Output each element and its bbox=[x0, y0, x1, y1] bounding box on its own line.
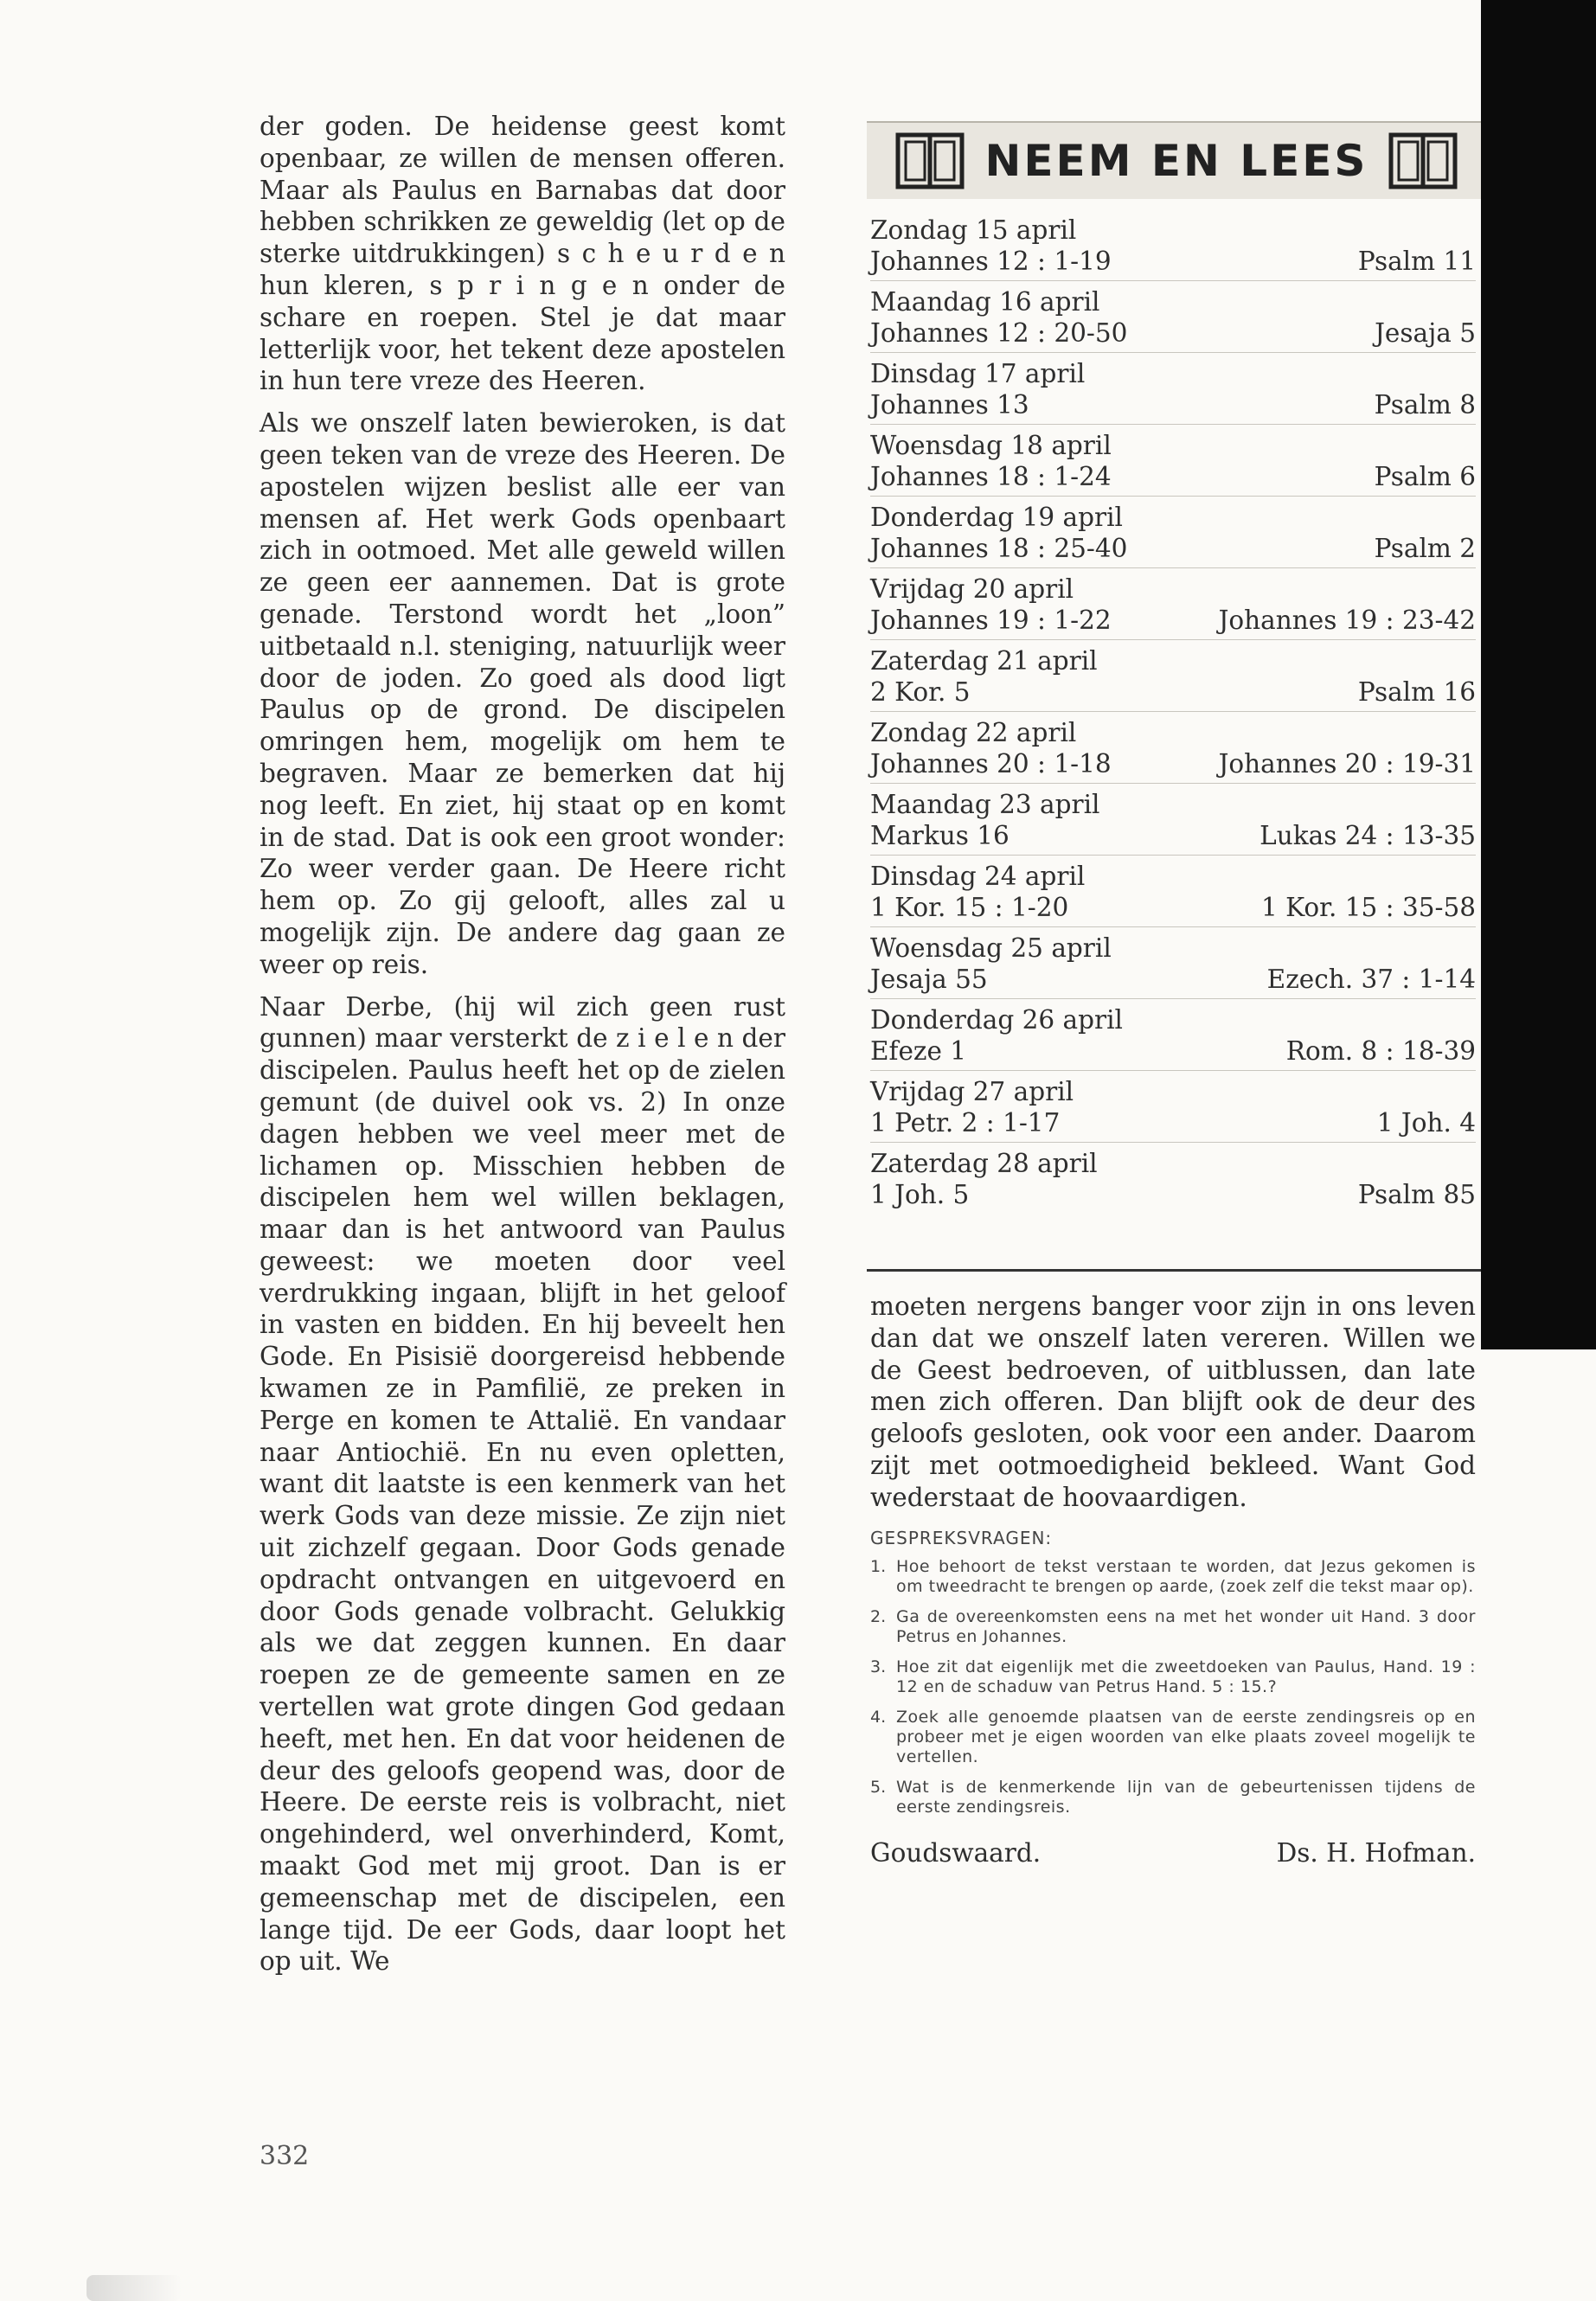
reading-item bbox=[870, 209, 1476, 280]
question-number: 2. bbox=[870, 1606, 887, 1626]
reading-item bbox=[870, 998, 1476, 1070]
reading-secondary: Psalm 6 bbox=[1374, 462, 1476, 491]
reading-primary: 2 Kor. 5 bbox=[870, 677, 971, 707]
signature bbox=[870, 1838, 1476, 1868]
discussion-questions bbox=[870, 1528, 1476, 1817]
reading-primary: Johannes 12 : 20-50 bbox=[870, 318, 1128, 348]
reading-item bbox=[870, 567, 1476, 639]
left-paragraph-1: der goden. De heidense geest komt openbaar, ze willen de mensen offeren. Maar als Paulus en Barnabas dat door hebben schrikken ze geweldig (let op de sterke uitdrukkingen) s c h e u r d e n hun kleren, s p r i n g e n onder de schare en roepen. Stel je dat maar letterlijk voor, het tekent deze apostelen in hun tere vreze des Heeren. bbox=[260, 112, 785, 396]
reading-schedule bbox=[870, 209, 1476, 1214]
signature-place: Goudswaard. bbox=[870, 1837, 1042, 1868]
reading-primary: 1 Kor. 15 : 1-20 bbox=[870, 893, 1069, 922]
reading-primary: Johannes 18 : 25-40 bbox=[870, 534, 1128, 563]
reading-date: Donderdag 26 april bbox=[870, 1005, 1123, 1035]
reading-date: Vrijdag 20 april bbox=[870, 574, 1074, 604]
reading-primary: Johannes 19 : 1-22 bbox=[870, 606, 1112, 635]
reading-primary: Jesaja 55 bbox=[870, 965, 988, 994]
left-paragraph-3: Naar Derbe, (hij wil zich geen rust gunnen) maar versterkt de z i e l e n der discipelen. Paulus heeft het op de zielen gemunt (de duivel ook vs. 2) In onze dagen hebben we veel meer met de lichamen op. Misschien hebben de discipelen hem wel willen beklagen, maar dan is het antwoord van Paulus geweest: we moeten door veel verdrukking ingaan, blijft in het geloof in vasten en bidden. En hij beveelt hen Gode. En Pisisië doorgereisd hebbende kwamen ze in Pamfilië, ze preken in Perge en komen te Attalië. En vandaar naar Antiochië. En nu even opletten, want dit laatste is een kenmerk van het werk Gods van deze missie. Ze zijn niet uit zichzelf gegaan. Door Gods genade opdracht ontvangen en uitgevoerd en door Gods genade volbracht. Gelukkig als we dat zeggen kunnen. En daar roepen ze de gemeente samen en ze vertellen wat grote dingen God gedaan heeft, met hen. En dat voor heidenen de deur des geloofs geopend was, door de Heere. De eerste reis is volbracht, niet ongehinderd, wel onverhinderd, Komt, maakt God met mij groot. Dan is er gemeenschap met de discipelen, een lange tijd. De eer Gods, daar loopt het op uit. We bbox=[260, 991, 785, 1977]
reading-date: Donderdag 19 april bbox=[870, 503, 1123, 532]
reading-item bbox=[870, 639, 1476, 711]
reading-item bbox=[870, 280, 1476, 352]
continued-text: moeten nergens banger voor zijn in ons leven dan dat we onszelf laten vereren. Willen we de Geest bedroeven, of uitblussen, dan late men zich offeren. Dan blijft ook de deur des geloofs gesloten, ook voor een ander. Daarom zijt met ootmoedigheid bekleed. Want God wederstaat de hoovaardigen. bbox=[870, 1292, 1476, 1512]
question-item bbox=[870, 1557, 1476, 1597]
reading-item bbox=[870, 1142, 1476, 1214]
open-book-icon bbox=[895, 130, 965, 192]
reading-secondary: Johannes 19 : 23-42 bbox=[1218, 606, 1476, 635]
question-item bbox=[870, 1778, 1476, 1817]
page-number: 332 bbox=[260, 2141, 310, 2171]
right-column bbox=[870, 121, 1476, 1868]
left-column bbox=[260, 111, 785, 1988]
neem-en-lees-banner bbox=[867, 121, 1486, 199]
reading-date: Maandag 23 april bbox=[870, 790, 1100, 819]
question-text: Hoe zit dat eigenlijk met die zweetdoeken van Paulus, Hand. 19 : 12 en de schaduw van Petrus Hand. 5 : 15.? bbox=[896, 1657, 1476, 1696]
reading-item bbox=[870, 1070, 1476, 1142]
questions-title: GESPREKSVRAGEN: bbox=[870, 1527, 1053, 1548]
question-number: 1. bbox=[870, 1556, 887, 1576]
reading-secondary: Jesaja 5 bbox=[1375, 318, 1476, 348]
reading-primary: Johannes 20 : 1-18 bbox=[870, 749, 1112, 779]
reading-secondary: Psalm 11 bbox=[1357, 247, 1476, 276]
question-item bbox=[870, 1708, 1476, 1767]
reading-date: Zondag 15 april bbox=[870, 215, 1077, 245]
reading-item bbox=[870, 783, 1476, 855]
reading-date: Woensdag 18 april bbox=[870, 431, 1112, 460]
reading-primary: Efeze 1 bbox=[870, 1036, 967, 1066]
question-item bbox=[870, 1607, 1476, 1647]
question-number: 4. bbox=[870, 1707, 887, 1727]
reading-primary: Markus 16 bbox=[870, 821, 1010, 850]
question-text: Hoe behoort de tekst verstaan te worden, dat Jezus gekomen is om tweedracht te brengen op aarde, (zoek zelf die tekst maar op). bbox=[896, 1556, 1476, 1596]
question-text: Wat is de kenmerkende lijn van de gebeurtenissen tijdens de eerste zendingsreis. bbox=[896, 1777, 1476, 1817]
question-text: Zoek alle genoemde plaatsen van de eerste zendingsreis op en probeer met je eigen woorden van elke plaats zoveel mogelijk te vertellen. bbox=[896, 1707, 1476, 1766]
question-number: 3. bbox=[870, 1657, 887, 1676]
signature-author: Ds. H. Hofman. bbox=[1276, 1837, 1476, 1868]
reading-item bbox=[870, 855, 1476, 926]
reading-primary: 1 Joh. 5 bbox=[870, 1180, 970, 1209]
section-divider bbox=[867, 1269, 1481, 1272]
question-number: 5. bbox=[870, 1777, 887, 1797]
reading-secondary: Psalm 85 bbox=[1357, 1180, 1476, 1209]
scan-smudge bbox=[87, 2275, 182, 2301]
reading-date: Maandag 16 april bbox=[870, 287, 1100, 317]
question-text: Ga de overeenkomsten eens na met het wonder uit Hand. 3 door Petrus en Johannes. bbox=[896, 1606, 1476, 1646]
question-item bbox=[870, 1657, 1476, 1697]
reading-secondary: Psalm 2 bbox=[1374, 534, 1476, 563]
reading-date: Dinsdag 17 april bbox=[870, 359, 1086, 388]
reading-secondary: 1 Kor. 15 : 35-58 bbox=[1260, 893, 1476, 922]
scan-edge-shadow bbox=[1481, 0, 1596, 1349]
reading-secondary: Johannes 20 : 19-31 bbox=[1218, 749, 1476, 779]
reading-secondary: Psalm 8 bbox=[1374, 390, 1476, 420]
reading-secondary: Psalm 16 bbox=[1357, 677, 1476, 707]
reading-item bbox=[870, 424, 1476, 496]
reading-date: Woensdag 25 april bbox=[870, 933, 1112, 963]
reading-item bbox=[870, 352, 1476, 424]
open-book-icon bbox=[1388, 130, 1458, 192]
reading-item bbox=[870, 926, 1476, 998]
reading-secondary: Rom. 8 : 18-39 bbox=[1285, 1036, 1476, 1066]
reading-date: Vrijdag 27 april bbox=[870, 1077, 1074, 1106]
reading-primary: Johannes 13 bbox=[870, 390, 1029, 420]
reading-date: Zaterdag 28 april bbox=[870, 1149, 1098, 1178]
reading-secondary: Lukas 24 : 13-35 bbox=[1259, 821, 1476, 850]
reading-primary: 1 Petr. 2 : 1-17 bbox=[870, 1108, 1061, 1138]
reading-primary: Johannes 12 : 1-19 bbox=[870, 247, 1112, 276]
reading-date: Dinsdag 24 april bbox=[870, 862, 1086, 891]
reading-date: Zondag 22 april bbox=[870, 718, 1077, 747]
reading-item bbox=[870, 496, 1476, 567]
reading-date: Zaterdag 21 april bbox=[870, 646, 1098, 676]
reading-primary: Johannes 18 : 1-24 bbox=[870, 462, 1112, 491]
banner-title: NEEM EN LEES bbox=[984, 136, 1368, 186]
left-paragraph-2: Als we onszelf laten bewieroken, is dat geen teken van de vreze des Heeren. De apostelen wijzen beslist alle eer van mensen af. Het werk Gods openbaart zich in ootmoed. Met alle geweld willen ze geen eer aannemen. Dat is grote genade. Terstond wordt het „loon” uitbetaald n.l. steniging, natuurlijk weer door de joden. Zo goed als dood ligt Paulus op de grond. De discipelen omringen hem, mogelijk om hem te begraven. Maar ze bemerken dat hij nog leeft. En ziet, hij staat op en komt in de stad. Dat is ook een groot wonder: Zo weer verder gaan. De Heere richt hem op. Zo gij gelooft, alles zal u mogelijk zijn. De andere dag gaan ze weer op reis. bbox=[260, 408, 785, 979]
reading-secondary: Ezech. 37 : 1-14 bbox=[1266, 965, 1476, 994]
reading-secondary: 1 Joh. 4 bbox=[1376, 1108, 1476, 1138]
reading-item bbox=[870, 711, 1476, 783]
